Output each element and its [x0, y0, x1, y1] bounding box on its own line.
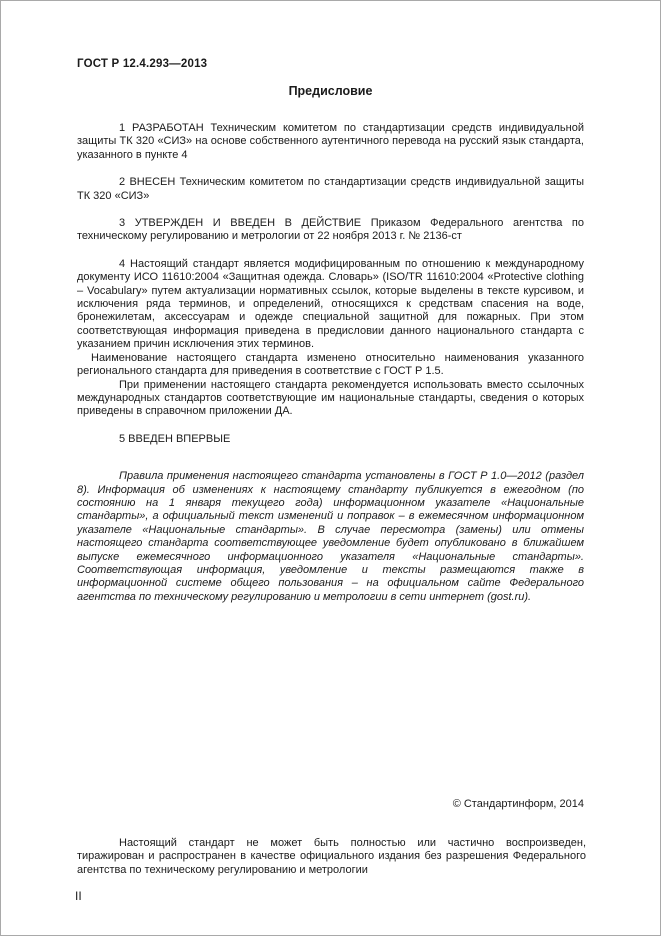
paragraph-application-rules: Правила применения настоящего стандарта установлены в ГОСТ Р 1.0—2012 (раздел 8). Информация об изменениях к настоящему стандарту публикуется в ежегодном (по состоянию на 1 января текущего года) информационном указателе «Национальные стандарты», а официальный текст изменений и поправок – в ежемесячном информационном указателе «Национальные стандарты». В случае пересмотра (замены) или отмены настоящего стандарта соответствующее уведомление будет опубликовано в ближайшем выпуске ежемесячного информационного указателя «Национальные стандарты». Соответствующая информация, уведомление и тексты размещаются также в информационной системе общего пользования – на официальном сайте Федерального агентства по техническому регулированию и метрологии в сети интернет (gost.ru).: [77, 470, 584, 603]
page-number: II: [75, 889, 82, 903]
page-title: Предисловие: [288, 84, 373, 98]
paragraph-first-time: 5 ВВЕДЕН ВПЕРВЫЕ: [119, 432, 231, 445]
paragraph-renamed-note: Наименование настоящего стандарта изменено относительно наименования указанного регионального стандарта для приведения в соответствие с ГОСТ Р 1.5.: [77, 351, 584, 378]
page-content: [77, 1, 584, 604]
paragraph-developed: 1 РАЗРАБОТАН Техническим комитетом по стандартизации средств индивидуальной защиты ТК 320 «СИЗ» на основе собственного аутентичного перевода на русский язык стандарта, указанного в пункте 4: [77, 122, 584, 161]
paragraph-modified: 4 Настоящий стандарт является модифицированным по отношению к международному документу ИСО 11610:2004 «Защитная одежда. Словарь» (ISO/TR 11610:2004 «Protective clothing – Vocabulary» путем актуализации нормативных ссылок, которые выделены в тексте курсивом, и исключения ряда терминов, и определений, относящихся к средствам спасения на воде, бронежилетам, аксессуарам и одежде специальной защитной для пожарных. При этом соответствующая информация приведена в предисловии данного национального стандарта с указанием причин исключения этих терминов.: [77, 257, 584, 351]
standard-number: ГОСТ Р 12.4.293—2013: [77, 58, 208, 70]
paragraph-application-note: При применении настоящего стандарта рекомендуется использовать вместо ссылочных международных стандартов соответствующие им национальные стандарты, сведения о которых приведены в справочном приложении ДА.: [77, 378, 584, 418]
paragraph-submitted: 2 ВНЕСЕН Техническим комитетом по стандартизации средств индивидуальной защиты ТК 320 «СИЗ»: [77, 176, 584, 202]
paragraph-approved: 3 УТВЕРЖДЕН И ВВЕДЕН В ДЕЙСТВИЕ Приказом Федерального агентства по техническому регулированию и метрологии от 22 ноября 2013 г. № 2136-ст: [77, 217, 584, 243]
reproduction-notice: Настоящий стандарт не может быть полностью или частично воспроизведен, тиражирован и распространен в качестве официального издания без разрешения Федерального агентства по техническому регулированию и метрологии: [77, 837, 586, 876]
copyright-notice: © Стандартинформ, 2014: [452, 798, 584, 810]
